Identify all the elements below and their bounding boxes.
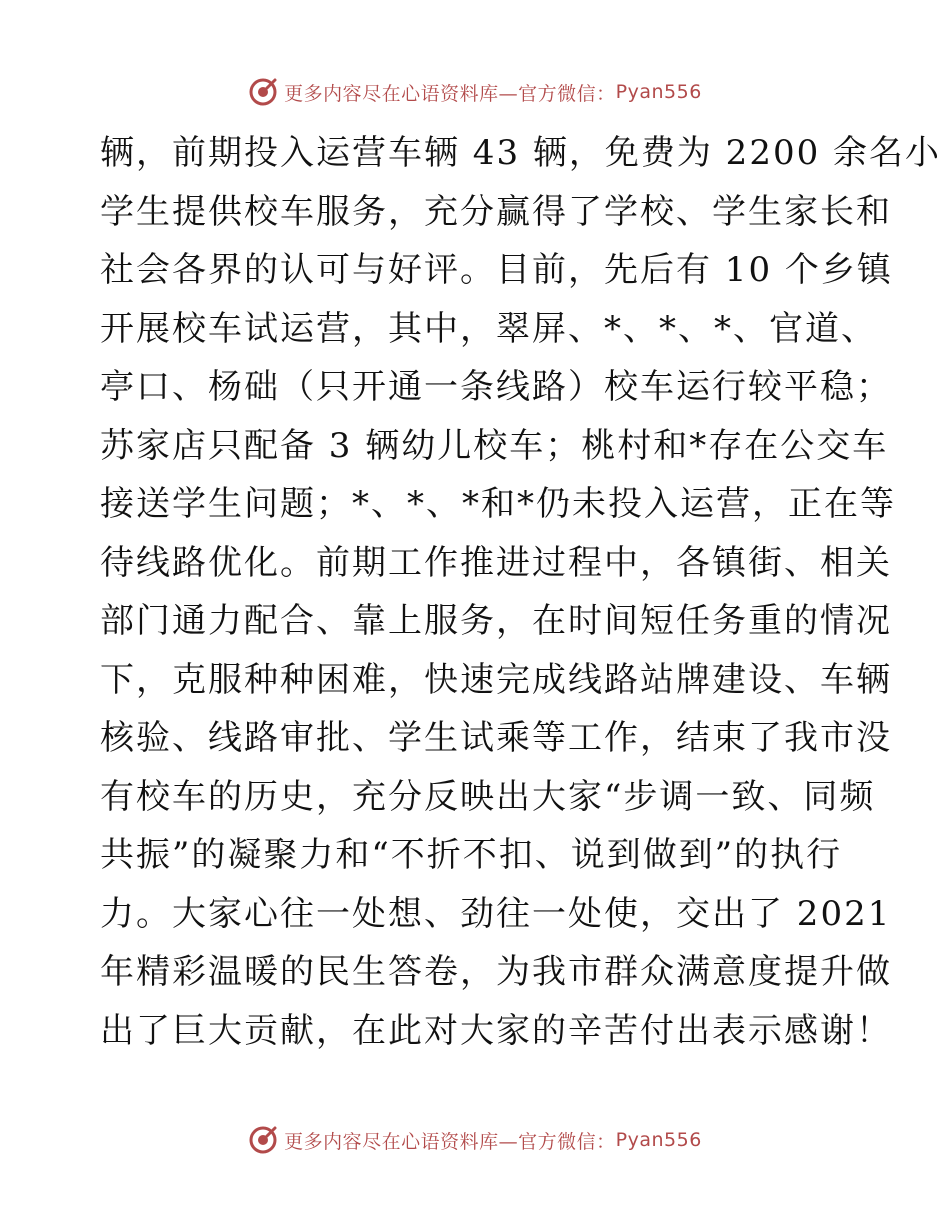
body-line: 待线路优化。前期工作推进过程中，各镇街、相关 bbox=[100, 542, 892, 583]
watermark-handle: Pyan556 bbox=[615, 1129, 702, 1151]
logo-icon bbox=[248, 1125, 278, 1155]
header-watermark bbox=[0, 72, 950, 112]
body-line: 核验、线路审批、学生试乘等工作，结束了我市没 bbox=[100, 718, 892, 758]
body-line: 年精彩温暖的民生答卷，为我市群众满意度提升做 bbox=[100, 952, 892, 992]
body-line: 出了巨大贡献，在此对大家的辛苦付出表示感谢！ bbox=[100, 1010, 892, 1051]
body-line: 学生提供校车服务，充分赢得了学校、学生家长和 bbox=[100, 191, 892, 232]
body-line: 苏家店只配备 3 辆幼儿校车；桃村和*存在公交车 bbox=[100, 425, 889, 466]
watermark-handle: Pyan556 bbox=[615, 81, 702, 103]
body-line: 共振”的凝聚力和“不折不扣、说到做到”的执行 bbox=[100, 835, 843, 875]
body-line: 接送学生问题；*、*、*和*仍未投入运营，正在等 bbox=[100, 484, 896, 524]
watermark-text: 更多内容尽在心语资料库—官方微信： bbox=[284, 82, 616, 105]
body-line: 亭口、杨础（只开通一条线路）校车运行较平稳； bbox=[100, 367, 892, 407]
body-line: 辆，前期投入运营车辆 43 辆，免费为 2200 余名小 bbox=[100, 133, 942, 173]
watermark-text: 更多内容尽在心语资料库—官方微信： bbox=[284, 1130, 616, 1153]
body-line: 下，克服种种困难，快速完成线路站牌建设、车辆 bbox=[100, 659, 892, 700]
footer-watermark bbox=[0, 1120, 950, 1160]
body-line: 有校车的历史，充分反映出大家“步调一致、同频 bbox=[100, 776, 876, 817]
body-line: 开展校车试运营，其中，翠屏、*、*、*、官道、 bbox=[100, 308, 877, 349]
logo-icon bbox=[248, 77, 278, 107]
body-line: 力。大家心往一处想、劲往一处使，交出了 2021 bbox=[100, 893, 892, 934]
body-line: 社会各界的认可与好评。目前，先后有 10 个乡镇 bbox=[100, 250, 893, 290]
body-line: 部门通力配合、靠上服务，在时间短任务重的情况 bbox=[100, 601, 892, 641]
document-body bbox=[100, 124, 942, 1060]
